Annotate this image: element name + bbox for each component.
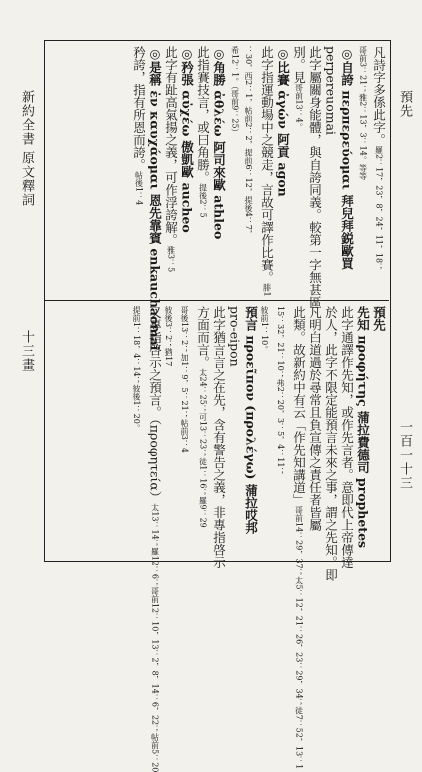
entry-term: ◎是稱 ἐν καυχάομαι 恩先靠賓 enkauchaomai: [147, 46, 163, 351]
text-column: [276, 46, 289, 296]
column-ref: 哥後13：2；加1：9，5：21；帖前3：4: [180, 306, 189, 453]
column-text: pro-eipon: [227, 306, 243, 367]
text-column: [324, 46, 337, 296]
column-text: 方面而言。: [195, 306, 211, 369]
text-column: [260, 46, 273, 296]
column-ref: 羅2：17，23，8，24，11，18；: [374, 146, 384, 272]
column-ref: 彼後3：2；猶17: [164, 306, 173, 367]
text-column: [339, 306, 355, 569]
text-column: [244, 306, 257, 556]
entry-term: ◎自誇 περπερεύομαι 拜兒拜鋭歐買: [339, 46, 355, 270]
text-column: [147, 46, 163, 351]
column-text: 別。見: [291, 46, 307, 84]
column-text: 此字猶言言之在先，含有警告之義，非專指啓示: [211, 306, 227, 569]
column-ref: 哥前14：29，37；太5：12，21：26，23：29，34；徒7：52，13：1: [294, 506, 304, 770]
column-text: 矜誇，指有所恩而誇。: [131, 46, 147, 171]
section-heading: [372, 306, 385, 556]
text-column: [196, 46, 209, 296]
text-column: [132, 46, 145, 296]
text-column: [147, 306, 163, 772]
text-column: [164, 46, 177, 296]
text-column: [212, 46, 225, 296]
text-column: [180, 46, 193, 296]
column-text: perpereuomai: [323, 46, 339, 136]
book-title: 新約全書 原文釋詞: [19, 90, 34, 208]
column-text: 此字通譯作先知，或作先言者。意即代上帝傳達: [339, 306, 355, 569]
text-column: [340, 46, 353, 296]
text-column: [228, 46, 241, 296]
column-ref: 15：32，21：10；弗2：20，3：5，4：11；: [276, 306, 285, 476]
text-column: [356, 46, 369, 296]
entry-term: ◎角勝 ἀθλέω 阿司來歐 athleo: [211, 46, 227, 240]
entry-term: ◎比賽 ἀγών 阿貢 agon: [275, 46, 291, 197]
column-ref: 希12：1。: [230, 46, 240, 86]
text-column: [372, 46, 385, 296]
text-column: [244, 46, 252, 296]
column-text: 此字指運動場中之競走，言故可譯作比賽。: [259, 46, 275, 284]
text-column: [356, 306, 369, 556]
column-text: 又專指啓示之預言。（προφητεία）: [147, 306, 163, 504]
column-ref: 彼前1：10。: [260, 306, 269, 354]
column-text: 此類。故新約中有云「作先知講道」: [291, 306, 307, 506]
column-ref: 提後2：5: [198, 183, 208, 218]
text-column: [132, 306, 140, 556]
column-ref: 太13：14；羅12：6；哥前12：10，13：2，8，14：6，22；帖前5：20: [150, 503, 160, 772]
entry-term: 預言 προεῖπον (προλέγω) 蒲拉哎邦: [243, 306, 259, 534]
entry-term: ◎矜張 αὐχέω 傲凱歐 aucheo: [179, 46, 195, 233]
column-ref: 太24：25；可13：23；徒1：16；羅9：29: [198, 368, 208, 528]
column-ref: 雅3：5: [166, 246, 176, 273]
column-text: 此指賽技言，或曰角勝。: [195, 46, 211, 184]
text-column: [323, 306, 339, 581]
column-ref: 帖後1：4: [134, 171, 144, 206]
text-column: [260, 306, 268, 556]
text-column: [292, 46, 305, 296]
section-label: 十三畫: [19, 330, 34, 372]
column-text: 於人，此字不限定能預言未來之事，謂之先知。即: [323, 306, 339, 581]
column-text: 此字有趾高氣揚之義，可作浮誇解。: [163, 46, 179, 246]
column-ref: 腓1: [262, 283, 272, 297]
text-column: [196, 306, 209, 556]
column-text: 凡詩字多係此字。: [371, 46, 387, 146]
column-text: 此字屬關身能體，與自誇同義。較第一字無甚區: [307, 46, 323, 309]
text-column: [308, 306, 321, 556]
column-ref: ：30，西2：1，帖前2：2，提前6：12，提後4：7，: [244, 46, 253, 238]
text-column: [291, 306, 307, 770]
column-text: 凡明白道過於尋常且負宣傳之責任者皆屬: [307, 306, 323, 531]
column-ref: （哥前9：25）: [230, 85, 240, 137]
column-ref: 哥前13：4。: [294, 83, 304, 131]
head-entry: 預先: [397, 90, 412, 118]
section-heading-text: 預先: [371, 306, 387, 331]
column-ref: 提前1：18，4：14；彼後1：20。: [132, 306, 141, 432]
text-column: [211, 306, 227, 569]
text-column: [164, 306, 172, 556]
section-divider: [44, 300, 389, 301]
page-number: 一百一十三: [397, 420, 412, 490]
text-column: [276, 306, 284, 556]
column-ref: 哥前3：21；雅2：13，3：14。等等: [358, 46, 368, 180]
text-column: [180, 306, 188, 556]
entry-term: 先知 προφήτης 蒲拉費德司 prophetes: [355, 306, 371, 549]
text-column: [307, 46, 323, 309]
text-column: [228, 306, 241, 556]
